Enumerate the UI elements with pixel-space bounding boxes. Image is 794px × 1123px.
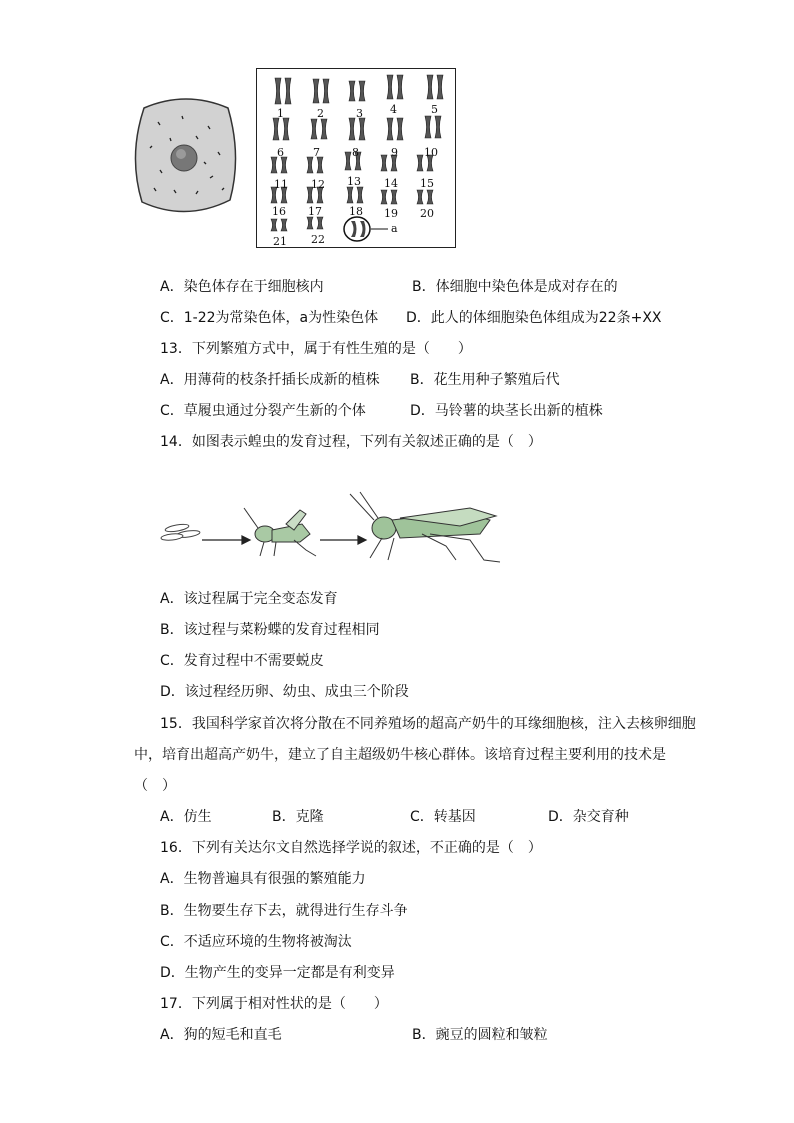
q12-option-b[interactable]: B．体细胞中染色体是成对存在的 (412, 279, 618, 295)
cell-diagram (130, 96, 242, 218)
chromosome-label: 7 (313, 146, 320, 159)
chromosome-label: 11 (274, 178, 288, 191)
chromosome-pair-icon (307, 157, 323, 173)
chromosome-pair-icon (425, 116, 441, 138)
chromosome-label: 22 (311, 233, 325, 246)
chromosome-label: 12 (311, 178, 325, 191)
chromosome-label: 10 (424, 146, 438, 159)
q15-stem-line-3: （ ） (134, 778, 176, 794)
chromosome-pair-icon (271, 157, 287, 173)
q14-option-d[interactable]: D．该过程经历卵、幼虫、成虫三个阶段 (160, 684, 409, 700)
chromosome-pair-icon (347, 187, 363, 203)
chromosome-pair-icon (275, 78, 291, 104)
q15-stem-line-2: 中，培育出超高产奶牛，建立了自主超级奶牛核心群体。该培育过程主要利用的技术是 (134, 747, 666, 763)
chromosome-pair-icon (313, 79, 329, 103)
q12-option-a[interactable]: A．染色体存在于细胞核内 (160, 279, 324, 295)
chromosome-label: 15 (420, 177, 434, 190)
q14-option-a[interactable]: A．该过程属于完全变态发育 (160, 591, 338, 607)
chromosome-label: 18 (349, 205, 363, 218)
chromosome-pair-icon (381, 190, 397, 204)
chromosome-label: 21 (273, 235, 287, 248)
q15-option-d[interactable]: D．杂交育种 (548, 809, 629, 825)
q12-option-c[interactable]: C．1-22为常染色体，a为性染色体 (160, 310, 379, 326)
sex-chromosome-label: a (391, 222, 398, 235)
q13-stem: 13．下列繁殖方式中，属于有性生殖的是（ ） (160, 341, 472, 357)
q17-option-b[interactable]: B．豌豆的圆粒和皱粒 (412, 1027, 548, 1043)
chromosome-pair-icon (273, 118, 289, 140)
karyotype-chart (256, 68, 456, 248)
chromosome-label: 8 (352, 146, 359, 159)
chromosome-pair-icon (427, 75, 443, 99)
chromosome-pair-icon (307, 217, 323, 229)
nymph-icon (244, 508, 316, 556)
q16-option-d[interactable]: D．生物产生的变异一定都是有利变异 (160, 965, 395, 981)
chromosome-label: 14 (384, 177, 398, 190)
q16-stem: 16．下列有关达尔文自然选择学说的叙述，不正确的是（ ） (160, 840, 542, 856)
q15-option-c[interactable]: C．转基因 (410, 809, 476, 825)
q14-option-c[interactable]: C．发育过程中不需要蜕皮 (160, 653, 324, 669)
q14-stem: 14．如图表示蝗虫的发育过程，下列有关叙述正确的是（ ） (160, 434, 542, 450)
chromosome-pair-icon (387, 118, 403, 140)
q13-option-c[interactable]: C．草履虫通过分裂产生新的个体 (160, 403, 366, 419)
chromosome-label: 9 (391, 146, 398, 159)
chromosome-pair-icon (349, 81, 365, 101)
q13-option-b[interactable]: B．花生用种子繁殖后代 (410, 372, 560, 388)
chromosome-pair-icon (349, 118, 365, 140)
q12-option-d[interactable]: D．此人的体细胞染色体组成为22条+XX (406, 310, 662, 326)
chromosome-pair-icon (387, 75, 403, 99)
chromosome-label: 17 (308, 205, 322, 218)
chromosome-label: 6 (277, 146, 284, 159)
chromosome-label: 13 (347, 175, 361, 188)
q13-option-a[interactable]: A．用薄荷的枝条扦插长成新的植株 (160, 372, 380, 388)
q17-stem: 17．下列属于相对性状的是（ ） (160, 996, 388, 1012)
q16-option-b[interactable]: B．生物要生存下去，就得进行生存斗争 (160, 903, 408, 919)
locust-development-diagram (160, 490, 510, 566)
q13-option-d[interactable]: D．马铃薯的块茎长出新的植株 (410, 403, 603, 419)
chromosome-label: 2 (317, 107, 324, 120)
chromosome-label: 16 (272, 205, 286, 218)
egg-icon (161, 523, 201, 541)
chromosome-pair-icon (417, 190, 433, 204)
q16-option-c[interactable]: C．不适应环境的生物将被淘汰 (160, 934, 352, 950)
sex-chromosome-circled-icon (344, 217, 388, 241)
q16-option-a[interactable]: A．生物普遍具有很强的繁殖能力 (160, 871, 366, 887)
chromosome-label: 1 (277, 107, 284, 120)
chromosome-label: 4 (390, 103, 397, 116)
q15-stem-line-1: 15．我国科学家首次将分散在不同养殖场的超高产奶牛的耳缘细胞核，注入去核卵细胞 (160, 716, 696, 732)
arrow-icon (320, 536, 366, 544)
arrow-icon (202, 536, 250, 544)
q15-option-a[interactable]: A．仿生 (160, 809, 212, 825)
chromosome-label: 3 (356, 107, 363, 120)
chromosome-label: 5 (431, 103, 438, 116)
chromosome-pair-icon (271, 219, 287, 231)
q15-option-b[interactable]: B．克隆 (272, 809, 324, 825)
q14-option-b[interactable]: B．该过程与菜粉蝶的发育过程相同 (160, 622, 380, 638)
chromosome-label: 20 (420, 207, 434, 220)
chromosome-label: 19 (384, 207, 398, 220)
q17-option-a[interactable]: A．狗的短毛和直毛 (160, 1027, 282, 1043)
adult-locust-icon (350, 492, 500, 562)
chromosome-pair-icon (311, 119, 327, 139)
